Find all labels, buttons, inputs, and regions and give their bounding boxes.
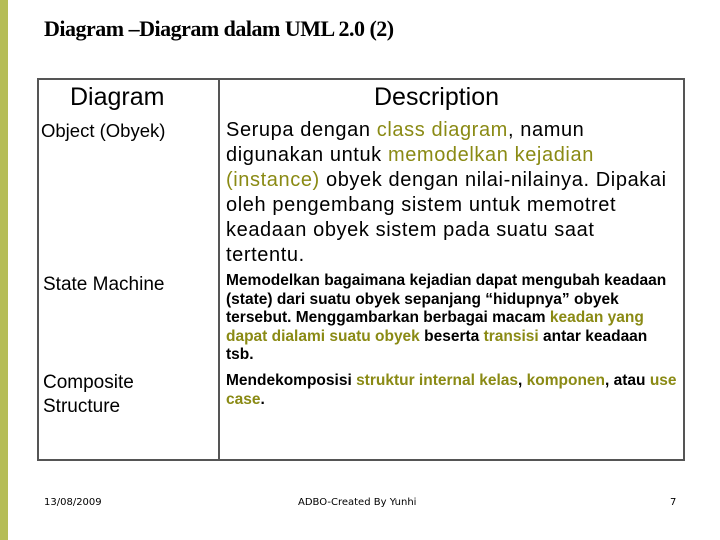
table-right-border xyxy=(683,78,685,460)
row-object-description xyxy=(226,118,678,268)
desc-highlight: keadan yang dapat dialami suatu obyek xyxy=(226,309,644,345)
row-composite-structure-description xyxy=(226,372,678,409)
desc-text: Memodelkan bagaimana kejadian dapat mengubah keadaan (state) dari suatu obyek sepanjang “hidupnya” obyek tersebut. Menggambarkan berbagai macam xyxy=(226,272,667,326)
row-state-machine-description xyxy=(226,272,678,365)
desc-highlight: struktur internal kelas xyxy=(356,372,519,389)
desc-text: . xyxy=(260,390,265,408)
desc-text: beserta xyxy=(419,327,484,345)
slide-title: Diagram –Diagram dalam UML 2.0 (2) xyxy=(44,16,394,41)
footer-date: 13/08/2009 xyxy=(44,497,102,508)
table-bottom-border xyxy=(37,459,685,461)
desc-highlight: use case xyxy=(226,372,677,408)
table-left-border xyxy=(37,78,39,460)
desc-text: obyek dengan nilai-nilainya. Dipakai oleh pengembang sistem untuk memotret keadaan obyek sistem pada suatu saat tertentu. xyxy=(226,169,667,266)
row-state-machine-name: State Machine xyxy=(43,274,165,295)
desc-text: , atau xyxy=(605,372,650,389)
desc-highlight: class diagram xyxy=(376,119,508,141)
footer-page-number: 7 xyxy=(670,497,677,508)
row-object-name: Object (Obyek) xyxy=(41,120,166,141)
desc-text: , namun digunakan untuk xyxy=(226,119,585,166)
row-composite-structure-name: Composite Structure xyxy=(43,372,134,417)
desc-text: Serupa dengan xyxy=(226,119,377,141)
desc-highlight: komponen xyxy=(526,372,606,389)
accent-bar xyxy=(0,0,8,540)
footer-author: ADBO-Created By Yunhi xyxy=(298,497,417,508)
desc-text: Mendekomposisi xyxy=(226,372,357,389)
desc-text: , xyxy=(518,372,527,389)
header-description: Description xyxy=(374,83,500,111)
desc-highlight: memodelkan kejadian (instance) xyxy=(226,144,594,191)
table-top-border xyxy=(37,78,685,80)
header-diagram: Diagram xyxy=(70,83,165,111)
uml-diagram-table xyxy=(37,78,685,460)
desc-highlight: transisi xyxy=(483,327,539,345)
table-column-divider xyxy=(218,78,220,460)
desc-text: antar keadaan tsb. xyxy=(226,327,648,363)
